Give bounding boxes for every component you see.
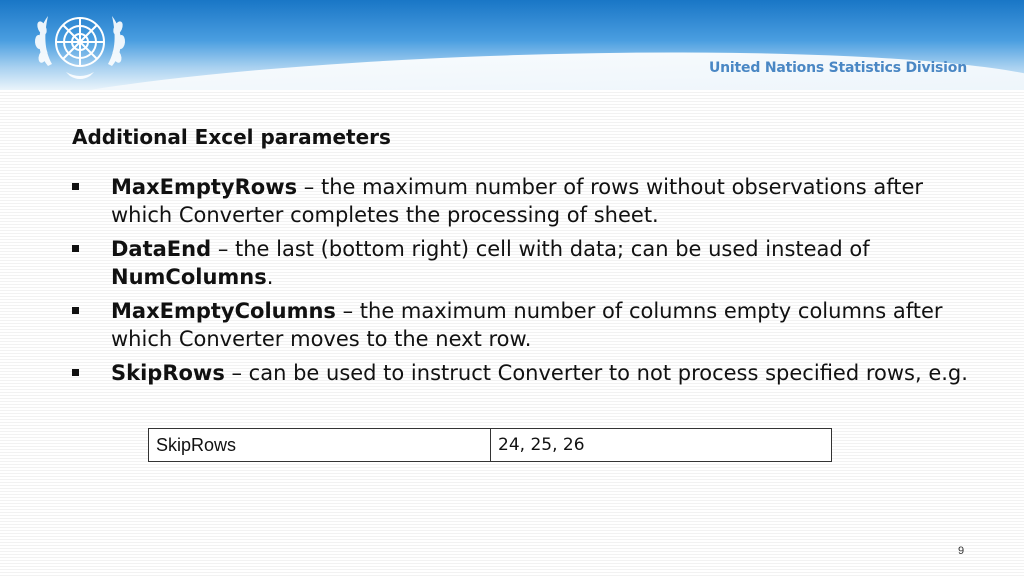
bullet-item xyxy=(72,297,972,353)
bullet-text: – the last (bottom right) cell with data; can be used instead of xyxy=(211,237,870,261)
bullet-term: DataEnd xyxy=(111,237,212,261)
bullet-text-end: . xyxy=(266,265,274,289)
bullet-term: SkipRows xyxy=(111,361,225,385)
bullet-text: – can be used to instruct Converter to not process specified rows, e.g. xyxy=(224,361,968,385)
bullet-text: – the maximum number of columns empty columns after which Converter moves to the next row. xyxy=(111,299,943,351)
bullet-item xyxy=(72,235,972,291)
org-name: United Nations Statistics Division xyxy=(709,60,967,76)
bullet-marker-icon xyxy=(72,369,79,376)
bullet-marker-icon xyxy=(72,307,79,314)
bullet-term: MaxEmptyRows xyxy=(111,175,298,199)
bullet-item xyxy=(72,173,972,229)
bullet-item xyxy=(72,359,972,387)
bullet-list xyxy=(72,173,972,393)
page-number: 9 xyxy=(958,545,965,557)
bullet-text: – the maximum number of rows without observations after which Converter completes the processing of sheet. xyxy=(111,175,924,227)
table-row xyxy=(149,429,832,462)
bullet-marker-icon xyxy=(72,183,79,190)
table-cell-value: 24, 25, 26 xyxy=(491,429,832,462)
skiprows-example-table xyxy=(148,428,832,462)
bullet-marker-icon xyxy=(72,245,79,252)
slide-title: Additional Excel parameters xyxy=(72,125,391,149)
bullet-term: MaxEmptyColumns xyxy=(111,299,336,323)
slide-header xyxy=(0,0,1024,90)
table-cell-parameter: SkipRows xyxy=(149,429,491,462)
un-emblem-icon xyxy=(28,6,132,84)
bullet-term-inline: NumColumns xyxy=(111,265,267,289)
